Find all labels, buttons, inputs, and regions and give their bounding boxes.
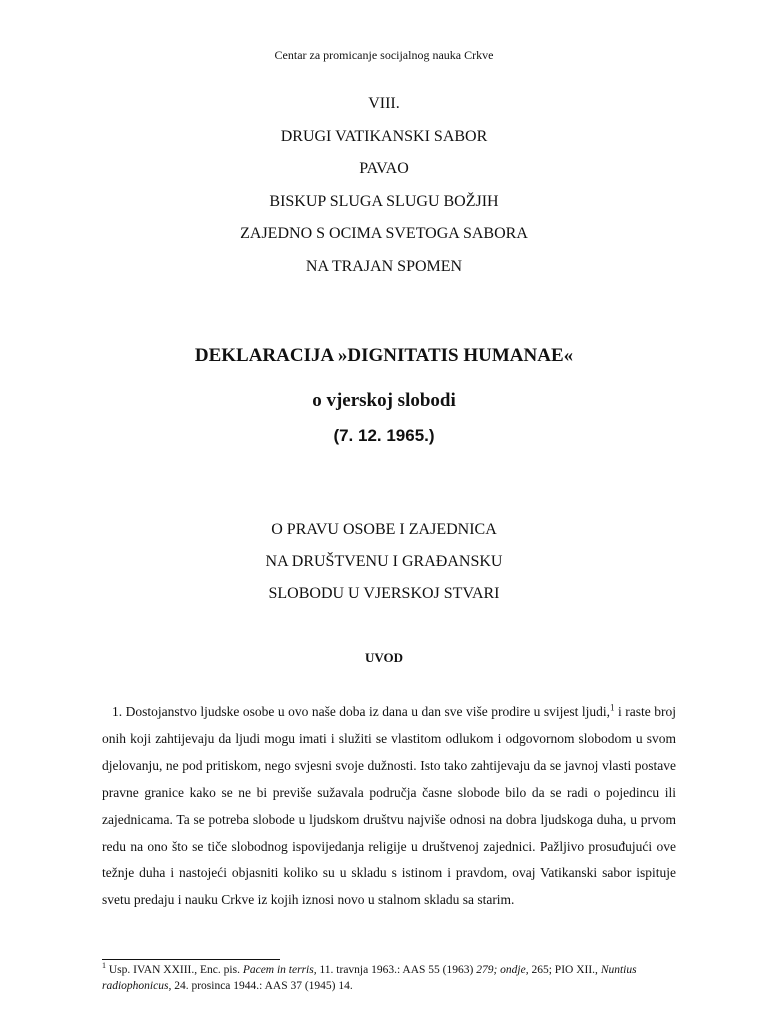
footnote-divider <box>102 959 280 960</box>
footnote-citation-ref: 279; ondje, <box>476 964 529 976</box>
section-heading-line: O PRAVU OSOBE I ZAJEDNICA <box>271 521 497 538</box>
promulgation-line: VIII. <box>368 95 400 112</box>
paragraph-text: 1. Dostojanstvo ljudske osobe u ovo naše doba iz dana u dan sve više prodire u svijest ljudi, <box>112 704 611 719</box>
footnote-text: 24. prosinca 1944.: AAS 37 (1945) 14. <box>171 980 353 992</box>
promulgation-line: PAVAO <box>359 160 409 178</box>
section-heading-line: SLOBODU U VJERSKOJ STVARI <box>268 585 500 602</box>
promulgation-line: DRUGI VATIKANSKI SABOR <box>280 127 488 145</box>
promulgation-line: BISKUP SLUGA SLUGU BOŽJIH <box>269 192 499 210</box>
running-header: Centar za promicanje socijalnog nauka Crkve <box>274 48 494 62</box>
footnote-text: Usp. IVAN XXIII., Enc. pis. <box>106 964 243 976</box>
footnote-text: 11. travnja 1963.: AAS 55 (1963) <box>316 964 477 976</box>
intro-heading: UVOD <box>364 650 404 665</box>
footnote-reference[interactable]: 1 <box>610 702 615 713</box>
paragraph-1 <box>102 699 676 914</box>
footnote-number: 1 <box>102 961 106 971</box>
promulgation-line: NA TRAJAN SPOMEN <box>305 257 463 275</box>
promulgation-line: ZAJEDNO S OCIMA SVETOGA SABORA <box>240 225 528 243</box>
footnote-text: 265; PIO XII., <box>528 964 601 976</box>
document-subtitle: o vjerskoj slobodi <box>312 390 456 411</box>
promulgation-block <box>0 92 768 288</box>
footnote <box>102 962 676 994</box>
document-date: (7. 12. 1965.) <box>333 426 435 445</box>
footnote-citation-title: Nuntius radiophonicus, <box>102 964 637 992</box>
section-heading <box>0 518 768 614</box>
paragraph-text: i raste broj onih koji zahtijevaju da ljudi mogu imati i služiti se vlastitom odlukom i odgovornom slobodom u svom djelovanju, ne pod pritiskom, nego svjesni svoje dužnosti. Isto tako zahtijevaju da se javnoj vlasti postave pravne granice kako se ne bi previše sužavala područja časne slobode bilo da se radi o pojedincu ili zajednicama. Ta se potreba slobode u ljudskom društvu najviše odnosi na dobra ljudskoga duha, u prvom redu na ono što se tiče slobodnog ispovijedanja religije u društvenoj zajednici. Pažljivo prosuđujući ove težnje duha i nastojeći objasniti koliko su u skladu s istinom i pravdom, ovaj Vatikanski sabor ispituje svetu predaju i nauku Crkve iz kojih iznosi novo u stalnom skladu sa starim. <box>102 704 677 908</box>
section-heading-line: NA DRUŠTVENU I GRAĐANSKU <box>265 553 503 570</box>
document-title: DEKLARACIJA »DIGNITATIS HUMANAE« <box>194 345 574 366</box>
footnote-citation-title: Pacem in terris, <box>242 964 317 976</box>
